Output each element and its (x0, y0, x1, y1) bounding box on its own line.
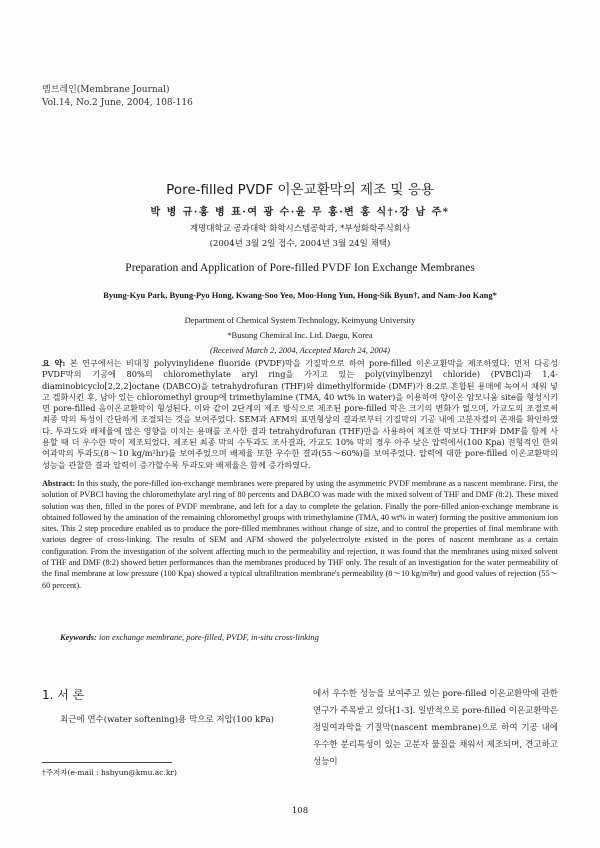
section-heading: 1. 서 론 (42, 688, 85, 702)
journal-name: 멤브레인(Membrane Journal) (42, 85, 170, 95)
affiliation-korean-line1: 계명대학교 공과대학 화학시스템공학과, *부성화학주식회사 (189, 224, 411, 234)
abstract-korean-label: 요 약: (42, 358, 66, 368)
affiliation-korean (0, 222, 600, 252)
title-english: Preparation and Application of Pore-filled PVDF Ion Exchange Membranes (125, 262, 475, 274)
affiliation-english-line1: Department of Chemical System Technology, Keimyung University (184, 315, 416, 325)
abstract-english-label: Abstract: (42, 479, 76, 488)
affiliation-english (0, 313, 600, 358)
keywords (60, 632, 319, 642)
keywords-label: Keywords: (60, 632, 97, 642)
received-dates: (Received March 2, 2004, Accepted March 24, 2004) (209, 345, 390, 355)
authors-english: Byung-Kyu Park, Byung-Pyo Hong, Kwang-Soo Yeo, Moo-Hong Yun, Hong-Sik Byun†, and Nam-Joo Kang* (103, 290, 497, 300)
affiliation-korean-dates: (2004년 3월 2일 접수, 2004년 3월 24일 채택) (209, 239, 391, 249)
title-korean: Pore-filled PVDF 이온교환막의 제조 및 응용 (166, 182, 434, 198)
abstract-korean (42, 358, 558, 471)
footnote: †주저자(e-mail : hsbyun@kmu.ac.kr) (42, 768, 177, 777)
journal-header (42, 84, 193, 110)
journal-volume: Vol.14, No.2 June, 2004, 108-116 (42, 98, 193, 108)
page-number: 108 (291, 806, 309, 816)
abstract-english (42, 478, 558, 591)
body-text-right: 에서 우수한 성능을 보여주고 있는 pore-filled 이온교환막에 관한 연구가 주목받고 있다[1-3]. 일반적으로 pore-filled 이온교환막은 정밀여과막을 기질막(nascent membrane)으로 하여 기공 내에 우수한 분리특성이 있는 고분자 물질을 채워서 제조되며, 견고하고 성능이 (313, 689, 558, 767)
affiliation-english-line2: *Busung Chemical Inc. Ltd. Daegu, Korea (227, 330, 373, 340)
abstract-korean-text: 본 연구에서는 비대칭 polyvinylidene fluoride (PVDF)막을 기질막으로 하여 pore-filled 이온교환막을 제조하였다. 먼저 다공성 PVDF막의 기공에 80%의 chloromethylate aryl ring을 가지고 있는 poly(vinylbenzyl chloride) (PVBCl)과 1,4- diaminobicyclo[2,2,2]octane (DABCO)을 tetrahydrofuran (THF)와 dimethylformide (DMF)가 8:2로 혼합된 용매에 녹여서 채워 넣고 겔화시킨 후, 남아 있는 chloromethyl group에 trimethylamine (TMA, 40 wt% in water)을 이용하여 양이온 암모니움 site를 형성시키면 pore-filled 음이온교환막이 형성된다. 이와 같이 2단계의 제조 방식으로 제조된 pore-filled 막은 크기의 변화가 없으며, 가교도의 조절로써 최종 막의 특성이 간단하게 조절되는 것을 보여주었다. SEM과 AFM의 표면형상의 결과로부터 기질막의 기공 내에 고분자겔의 존재를 확인하였다. 투과도와 배제율에 많은 영향을 미치는 용매를 조사한 결과 tetrahydrofuran (THF)만을 사용하여 제조한 막보다 THF와 DMF를 함께 사용할 때 더 우수한 막이 제조되었다. 제조된 최종 막의 수투과도 조사결과, 가교도 10% 막의 경우 아주 낮은 압력에서(100 Kpa) 전형적인 한외여과막의 투과도(8～10 kg/m²hr)를 보여주었으며 배제율 또한 우수한 결과(55～60%)를 보여주었다. 압력에 대한 pore-filled 이온교환막의 성능을 관찰한 결과 압력이 증가할수록 투과도와 배제율은 함께 증가하였다. (42, 358, 558, 470)
abstract-english-text: In this study, the pore-filled ion-exchange membranes were prepared by using the asymmetric PVDF membrane as a nascent membrane. First, the solution of PVBCl having the chloromethylate aryl ring of 80 percents and DABCO was made with the mixed solvent of THF and DMF (8:2). These mixed solution was then, filled in the pores of PVDF membrane, and left for a day to complete the gelation. Finally the pore-filled anion-exchange membrane is obtained followed by the amination of the remaining chloromethyl groups with trimethylamine (TMA, 40 wt% in water) forming the positive ammonium ion sites. This 2 step procedure enabled us to produce the pore-filled membranes without change of size, and to control the properties of final membrane with various degree of cross-linking. The results of SEM and AFM showed the polyelectrolyte existed in the pores of nascent membrane as a certain configuration. From the investigation of the solvent affecting much to the permeability and rejection, it was found that the membranes using mixed solvent of THF and DMF (8:2) showed better performances than the membranes produced by THF only. The result of an investigation for the water permeability of the final membrane at low pressure (100 Kpa) showed a typical ultrafiltration membrane's permeability (8～10 kg/m²hr) and good values of rejection (55～60 percent). (42, 479, 558, 590)
keywords-text: ion exchange membrane, pore-filled, PVDF, in-situ cross-linking (98, 632, 319, 642)
authors-korean: 박 병 규·홍 병 표·여 광 수·윤 무 홍·변 홍 식†·강 남 주* (150, 207, 450, 218)
footnote-divider (42, 762, 172, 763)
body-text-left: 최근에 연수(water softening)용 막으로 저압(100 kPa) (60, 715, 274, 725)
